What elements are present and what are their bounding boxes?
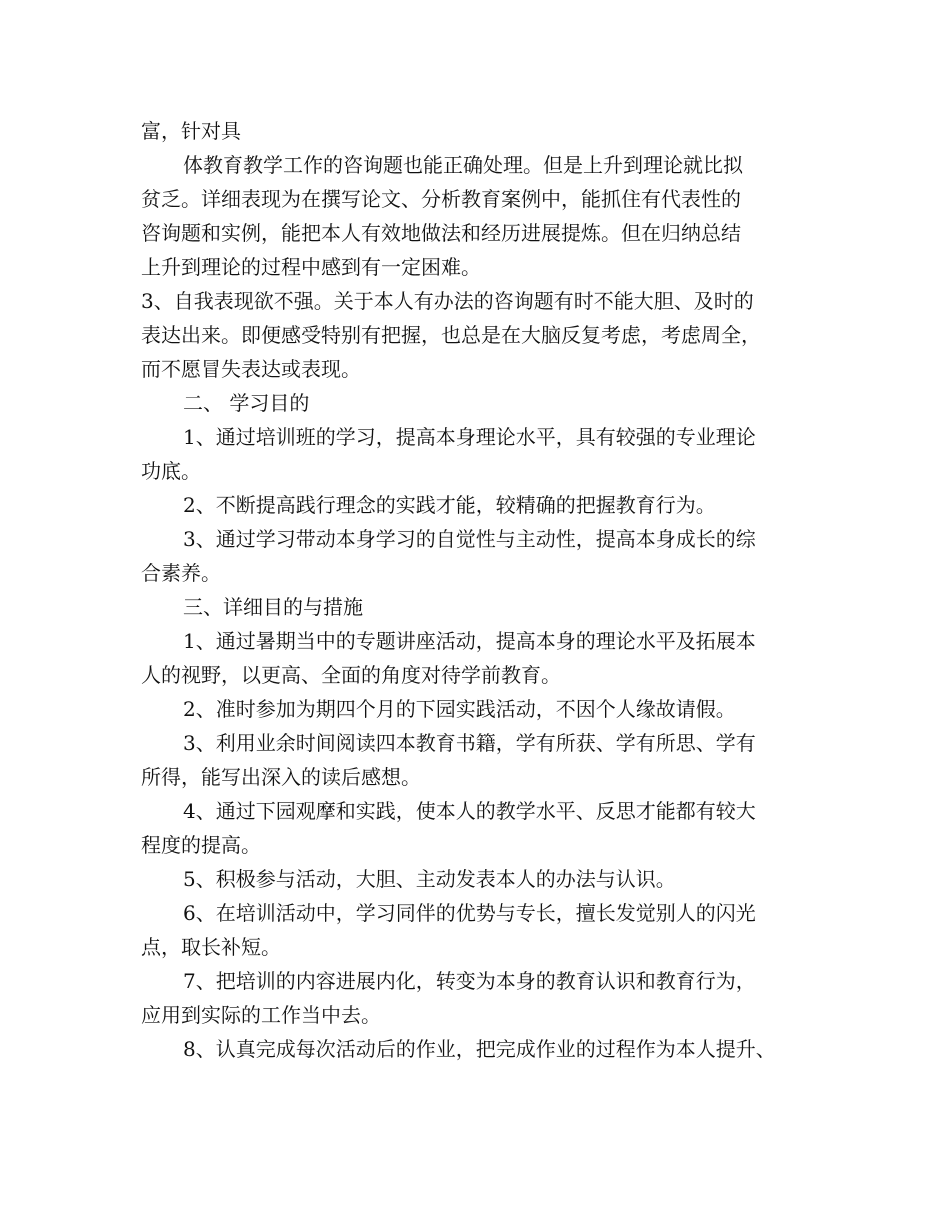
- text-line: 咨询题和实例，能把本人有效地做法和经历进展提炼。但在归纳总结: [141, 221, 741, 245]
- text-line: 8、认真完成每次活动后的作业，把完成作业的过程作为本人提升、: [183, 1037, 776, 1061]
- text-line: 体教育教学工作的咨询题也能正确处理。但是上升到理论就比拟: [183, 153, 743, 177]
- text-line: 1、通过暑期当中的专题讲座活动，提高本身的理论水平及拓展本: [183, 629, 756, 653]
- text-line: 富，针对具: [141, 119, 241, 143]
- text-line: 表达出来。即便感受特别有把握，也总是在大脑反复考虑，考虑周全，: [141, 323, 761, 347]
- text-line: 5、积极参与活动，大胆、主动发表本人的办法与认识。: [183, 867, 676, 891]
- text-line: 功底。: [141, 459, 201, 483]
- text-line: 4、通过下园观摩和实践，使本人的教学水平、反思才能都有较大: [183, 799, 756, 823]
- text-line: 点，取长补短。: [141, 935, 281, 959]
- text-line: 6、在培训活动中，学习同伴的优势与专长，擅长发觉别人的闪光: [183, 901, 756, 925]
- text-line: 合素养。: [141, 561, 221, 585]
- text-line: 3、自我表现欲不强。关于本人有办法的咨询题有时不能大胆、及时的: [141, 289, 754, 313]
- text-line: 3、利用业余时间阅读四本教育书籍，学有所获、学有所思、学有: [183, 731, 756, 755]
- section-heading: 二、 学习目的: [183, 391, 310, 415]
- text-line: 应用到实际的工作当中去。: [141, 1003, 381, 1027]
- text-line: 2、准时参加为期四个月的下园实践活动，不因个人缘故请假。: [183, 697, 736, 721]
- text-line: 人的视野，以更高、全面的角度对待学前教育。: [141, 663, 561, 687]
- text-line: 1、通过培训班的学习，提高本身理论水平，具有较强的专业理论: [183, 425, 756, 449]
- text-line: 上升到理论的过程中感到有一定困难。: [141, 255, 481, 279]
- text-line: 3、通过学习带动本身学习的自觉性与主动性，提高本身成长的综: [183, 527, 756, 551]
- text-line: 程度的提高。: [141, 833, 261, 857]
- text-line: 而不愿冒失表达或表现。: [141, 357, 361, 381]
- section-heading: 三、详细目的与措施: [183, 595, 363, 619]
- document-body: [141, 114, 821, 1066]
- text-line: 贫乏。详细表现为在撰写论文、分析教育案例中，能抓住有代表性的: [141, 187, 741, 211]
- text-line: 7、把培训的内容进展内化，转变为本身的教育认识和教育行为，: [183, 969, 756, 993]
- text-line: 所得，能写出深入的读后感想。: [141, 765, 421, 789]
- text-line: 2、不断提高践行理念的实践才能，较精确的把握教育行为。: [183, 493, 716, 517]
